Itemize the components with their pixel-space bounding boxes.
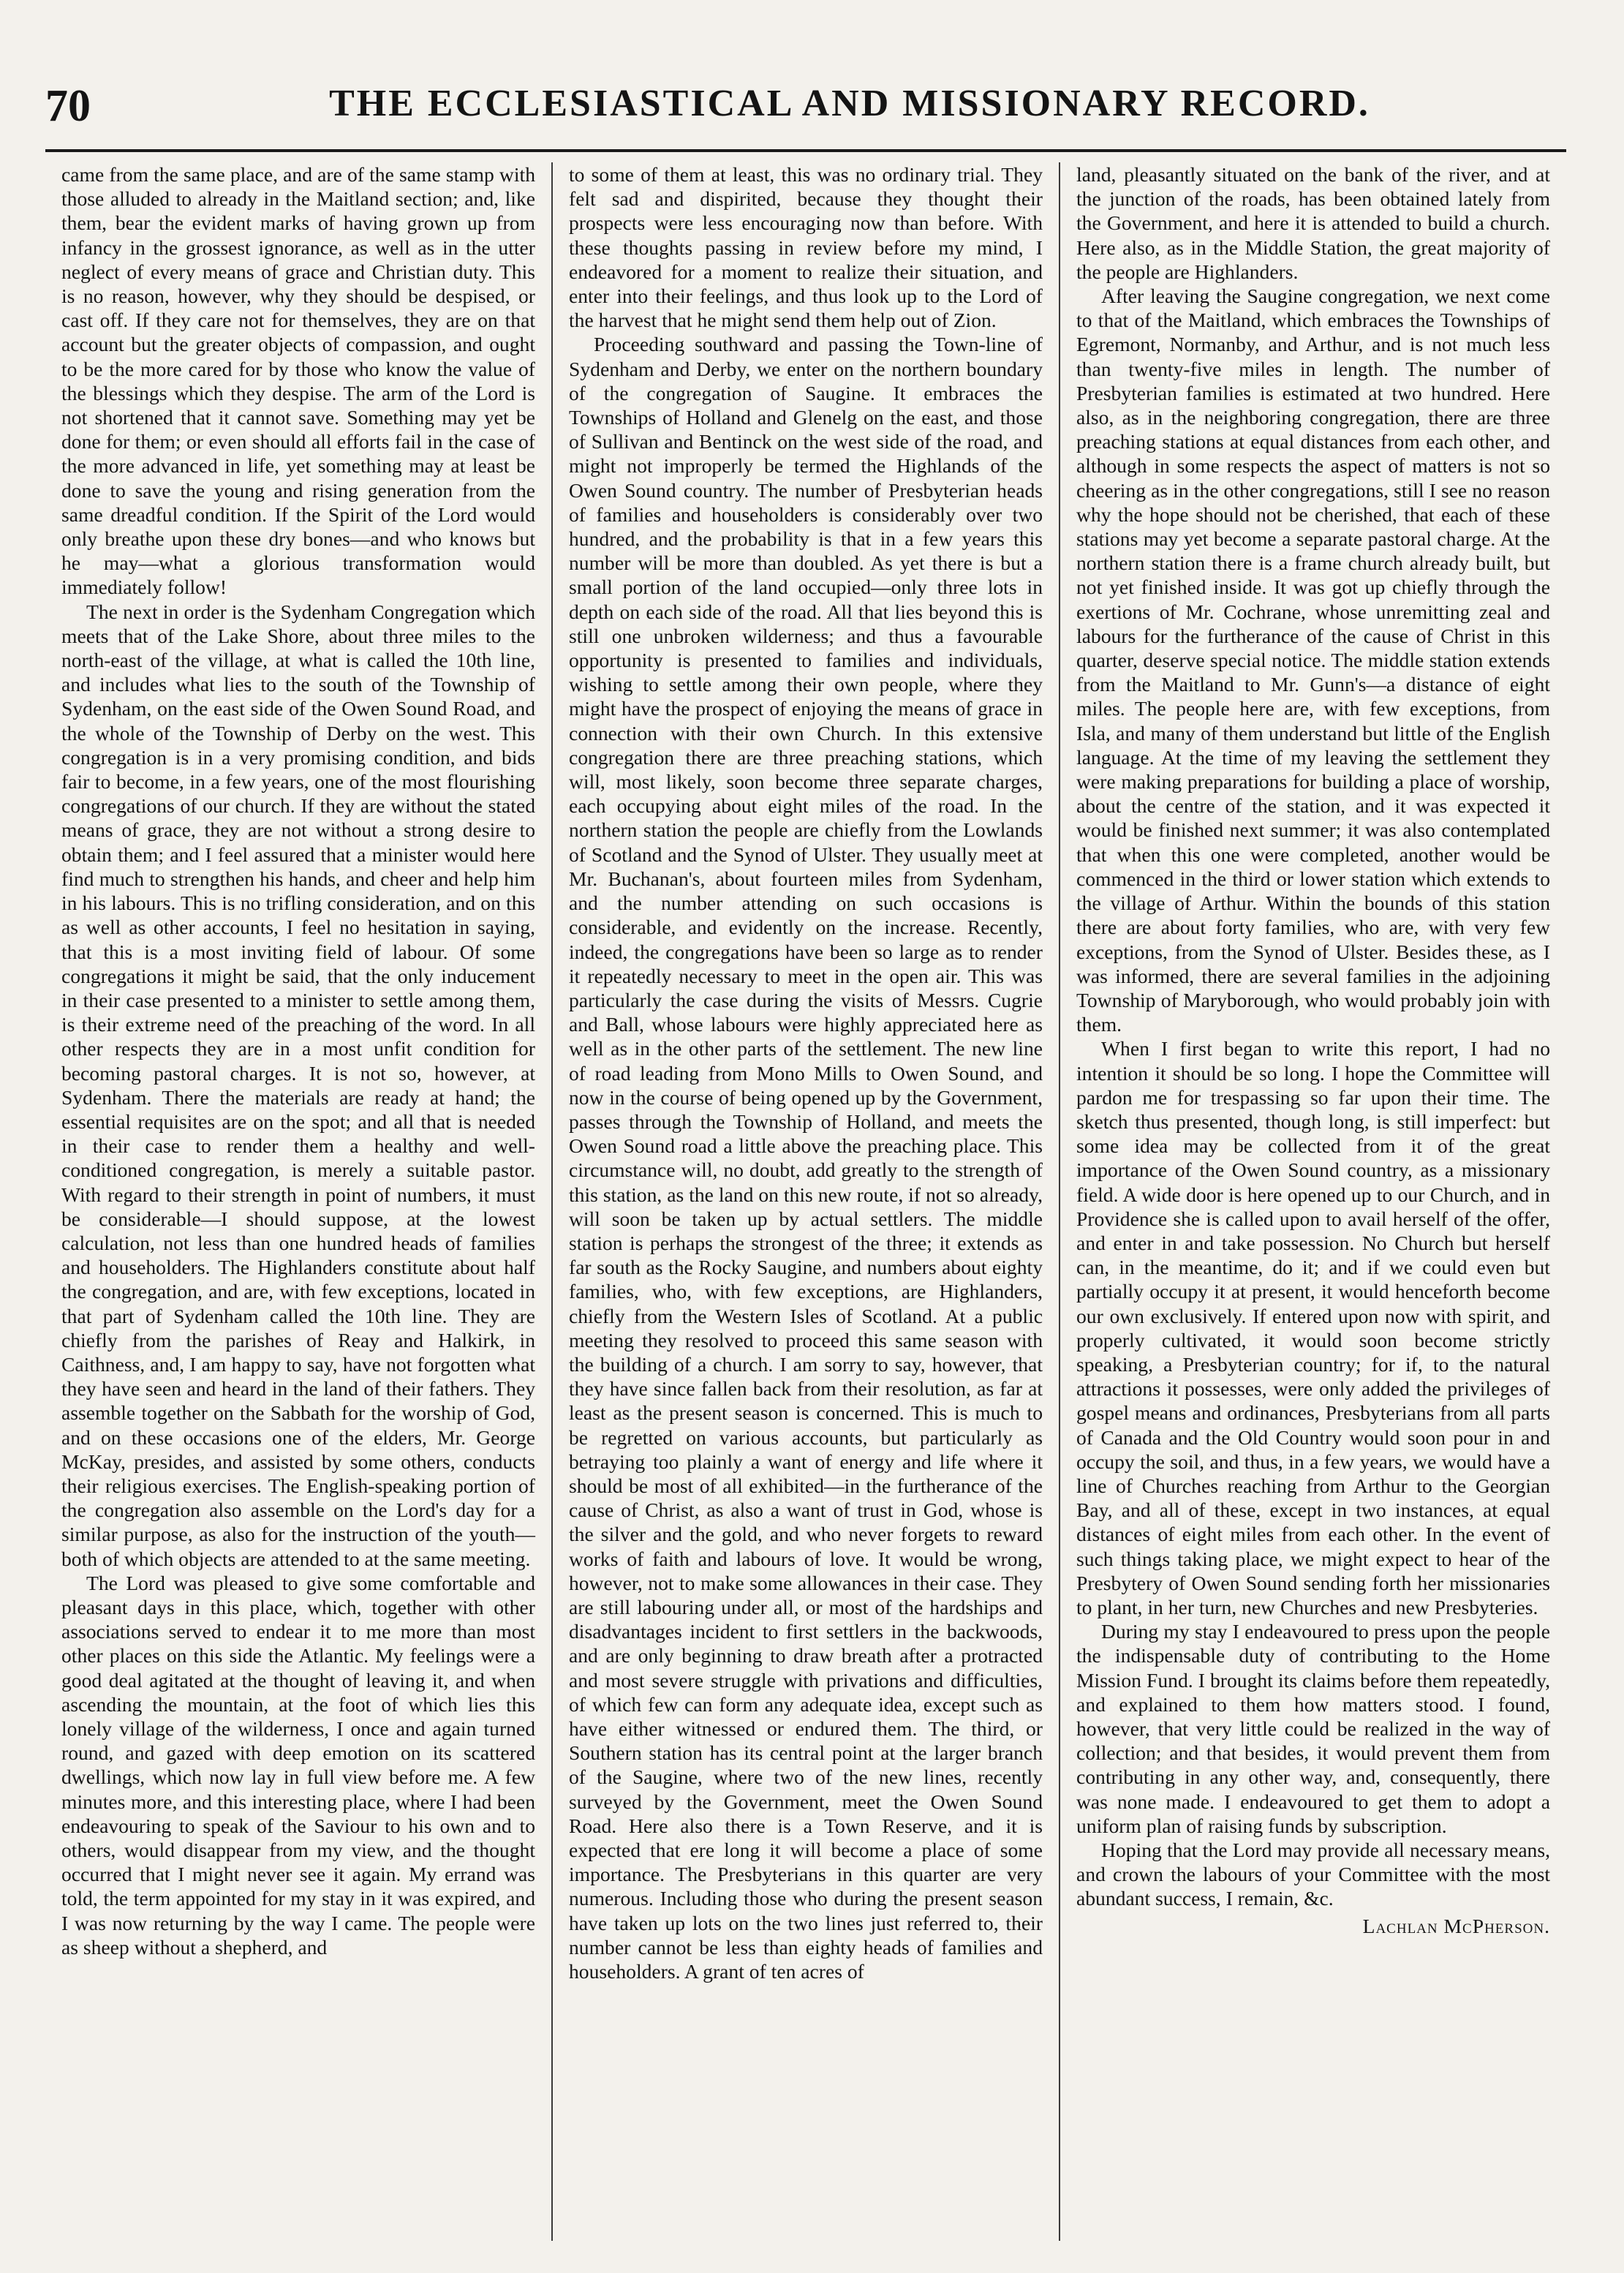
text-columns bbox=[45, 162, 1566, 2241]
paragraph: Proceeding southward and passing the Town-line of Sydenham and Derby, we enter on the northern boundary of the congregation of Saugine. It embraces the Townships of Holland and Glenelg on the east, and those of Sullivan and Bentinck on the west side of the road, and might not improperly be termed the Highlands of the Owen Sound country. The number of Presbyterian heads of families and householders is considerably over two hundred, and the probability is that in a few years this number will be more than doubled. As yet there is but a small portion of the land occupied—only three lots in depth on each side of the road. All that lies beyond this is still one unbroken wilderness; and thus a favourable opportunity is presented to families and individuals, wishing to settle among their own people, where they might have the prospect of enjoying the means of grace in connection with their own Church. In this extensive congregation there are three preaching stations, which will, most likely, soon become three separate charges, each occupying about eight miles of the road. In the northern station the people are chiefly from the Lowlands of Scotland and the Synod of Ulster. They usually meet at Mr. Buchanan's, about fourteen miles from Sydenham, and the number attending on such occasions is considerable, and evidently on the increase. Recently, indeed, the congregations have been so large as to render it repeatedly necessary to meet in the open air. This was particularly the case during the visits of Messrs. Cugrie and Ball, whose labours were highly appreciated here as well as in the other parts of the settlement. The new line of road leading from Mono Mills to Owen Sound, and now in the course of being opened up by the Government, passes through the Township of Holland, and meets the Owen Sound road a little above the preaching place. This circumstance will, no doubt, add greatly to the strength of this station, as the land on this new route, if not so already, will soon be taken up by actual settlers. The middle station is perhaps the strongest of the three; it extends as far south as the Rocky Saugine, and numbers about eighty families, who, with few exceptions, are Highlanders, chiefly from the Western Isles of Scotland. At a public meeting they resolved to proceed this same season with the building of a church. I am sorry to say, however, that they have since fallen back from their resolution, as far at least as the present season is concerned. This is much to be regretted on various accounts, but particularly as betraying too plainly a want of energy and life where it should be most of all exhibited—in the furtherance of the cause of Christ, as also a want of trust in God, whose is the silver and the gold, and who never forgets to reward works of faith and labours of love. It would be wrong, however, not to make some allowances in their case. They are still labouring under all, or most of the hardships and disadvantages incident to first settlers in the backwoods, and are only beginning to draw breath after a protracted and most severe struggle with privations and difficulties, of which few can form any adequate idea, except such as have either witnessed or endured them. The third, or Southern station has its central point at the larger branch of the Saugine, where two of the new lines, recently surveyed by the Government, meet the Owen Sound Road. Here also there is a Town Reserve, and it is expected that ere long it will become a place of some importance. The Presbyterians in this quarter are very numerous. Including those who during the present season have taken up lots on the two lines just referred to, their number cannot be less than eighty heads of families and householders. A grant of ten acres of bbox=[569, 333, 1043, 1983]
column-2 bbox=[551, 162, 1059, 2241]
paragraph: After leaving the Saugine congregation, we next come to that of the Maitland, which embraces the Townships of Egremont, Normanby, and Arthur, and is not much less than twenty-five miles in length. The number of Presbyterian families is estimated at two hundred. Here also, as in the neighboring congregation, there are three preaching stations at equal distances from each other, and although in some respects the aspect of matters is not so cheering as in the other congregations, still I see no reason why the hope should not be cherished, that each of these stations may yet become a separate pastoral charge. At the northern station there is a frame church already built, but not yet finished inside. It was got up chiefly through the exertions of Mr. Cochrane, whose unremitting zeal and labours for the furtherance of the cause of Christ in this quarter, deserve special notice. The middle station extends from the Maitland to Mr. Gunn's—a distance of eight miles. The people here are, with few exceptions, from Isla, and many of them understand but little of the English language. At the time of my leaving the settlement they were making preparations for building a place of worship, about the centre of the station, and it was expected it would be finished next summer; it was also contemplated that when this one were completed, another would be commenced in the third or lower station which extends to the village of Arthur. Within the bounds of this station there are about forty families, who are, with very few exceptions, from the Synod of Ulster. Besides these, as I was informed, there are several families in the adjoining Township of Maryborough, who would probably join with them. bbox=[1076, 284, 1550, 1036]
paragraph: Hoping that the Lord may provide all necessary means, and crown the labours of your Committee with the most abundant success, I remain, &c. bbox=[1076, 1839, 1550, 1910]
running-title: THE ECCLESIASTICAL AND MISSIONARY RECORD. bbox=[329, 83, 1370, 124]
paragraph: The next in order is the Sydenham Congregation which meets that of the Lake Shore, about three miles to the north-east of the village, at what is called the 10th line, and includes what lies to the south of the Township of Sydenham, on the east side of the Owen Sound Road, and the whole of the Township of Derby on the west. This congregation is in a very promising condition, and bids fair to become, in a few years, one of the most flourishing congregations of our church. If they are without the stated means of grace, they are not without a strong desire to obtain them; and I feel assured that a minister would here find much to strengthen his hands, and cheer and help him in his labours. This is no trifling consideration, and on this as well as other accounts, I feel no hesitation in saying, that this is a most inviting field of labour. Of some congregations it might be said, that the only inducement in their case presented to a minister to settle among them, is their extreme need of the preaching of the word. In all other respects they are in a most unfit condition for becoming pastoral charges. It is not so, however, at Sydenham. There the materials are ready at hand; the essential requisites are on the spot; and all that is needed in their case to render them a healthy and well-conditioned congregation, is merely a suitable pastor. With regard to their strength in point of numbers, it must be considerable—I should suppose, at the lowest calculation, not less than one hundred heads of families and householders. The Highlanders constitute about half the congregation, and are, with few exceptions, located in that part of Sydenham called the 10th line. They are chiefly from the parishes of Reay and Halkirk, in Caithness, and, I am happy to say, have not forgotten what they have seen and heard in the land of their fathers. They assemble together on the Sabbath for the worship of God, and on these occasions one of the elders, Mr. George McKay, presides, and assisted by some others, conducts their religious exercises. The English-speaking portion of the congregation also assemble on the Lord's day for a similar purpose, as also for the instruction of the youth—both of which objects are attended to at the same meeting. bbox=[61, 600, 535, 1570]
page-header bbox=[45, 76, 1566, 152]
paragraph: When I first began to write this report, I had no intention it should be so long. I hope the Committee will pardon me for trespassing so far upon their time. The sketch thus presented, though long, is still imperfect: but some idea may be collected from it of the great importance of the Owen Sound country, as a missionary field. A wide door is here opened up to our Church, and in Providence she is called upon to avail herself of the offer, and enter in and take possession. No Church but herself can, in the meantime, do it; and if we could even but partially occupy it at present, it would henceforth become our own exclusively. If entered upon now with spirit, and properly cultivated, it would soon become strictly speaking, a Presbyterian country; for if, to the natural attractions it possesses, were only added the privileges of gospel means and ordinances, Presbyterians from all parts of Canada and the Old Country would soon pour in and occupy the soil, and thus, in a few years, we would have a line of Churches reaching from Arthur to the Georgian Bay, and all of these, except in two instances, at equal distances of eight miles from each other. In the event of such things taking place, we might expect to hear of the Presbytery of Owen Sound sending forth her missionaries to plant, in her turn, new Churches and new Presbyteries. bbox=[1076, 1037, 1550, 1618]
paragraph: came from the same place, and are of the same stamp with those alluded to already in the Maitland section; and, like them, bear the evident marks of having grown up from infancy in the grossest ignorance, as well as in the utter neglect of every means of grace and Christian duty. This is no reason, however, why they should be despised, or cast off. If they care not for themselves, they are on that account but the greater objects of compassion, and ought to be the more cared for by those who know the value of the blessings which they despise. The arm of the Lord is not shortened that it cannot save. Something may yet be done for them; or even should all efforts fail in the case of the more advanced in life, yet something may at least be done to save the young and rising generation from the same dreadful condition. If the Spirit of the Lord would only breathe upon these dry bones—and who knows but he may—what a glorious transformation would immediately follow! bbox=[61, 163, 535, 599]
paragraph: to some of them at least, this was no ordinary trial. They felt sad and dispirited, because they thought their prospects were less encouraging now than before. With these thoughts passing in review before my mind, I endeavored for a moment to realize their situation, and enter into their feelings, and thus look up to the Lord of the harvest that he might send them help out of Zion. bbox=[569, 163, 1043, 332]
newspaper-page bbox=[45, 76, 1566, 2241]
column-3 bbox=[1059, 162, 1566, 2241]
column-1 bbox=[45, 162, 551, 2241]
paragraph: The Lord was pleased to give some comfortable and pleasant days in this place, which, together with other associations served to endear it to me more than most other places on this side the Atlantic. My feelings were a good deal agitated at the thought of leaving it, and when ascending the mountain, at the foot of which lies this lonely village of the wilderness, I once and again turned round, and gazed with deep emotion on its scattered dwellings, which now lay in full view before me. A few minutes more, and this interesting place, where I had been endeavouring to speak of the Saviour to his own and to others, would disappear from my view, and the thought occurred that I might never see it again. My errand was told, the term appointed for my stay in it was expired, and I was now returning by the way I came. The people were as sheep without a shepherd, and bbox=[61, 1571, 535, 1959]
paragraph: land, pleasantly situated on the bank of the river, and at the junction of the roads, has been obtained lately from the Government, and here it is attended to build a church. Here also, as in the Middle Station, the great majority of the people are Highlanders. bbox=[1076, 163, 1550, 283]
paragraph: During my stay I endeavoured to press upon the people the indispensable duty of contributing to the Home Mission Fund. I brought its claims before them repeatedly, and explained to them how matters stood. I found, however, that very little could be realized in the way of collection; and that besides, it would prevent them from contributing in any other way, and, consequently, there was none made. I endeavoured to get them to adopt a uniform plan of raising funds by subscription. bbox=[1076, 1620, 1550, 1837]
author-signature: Lachlan McPherson. bbox=[1362, 1914, 1550, 1937]
page-number: 70 bbox=[45, 81, 91, 131]
